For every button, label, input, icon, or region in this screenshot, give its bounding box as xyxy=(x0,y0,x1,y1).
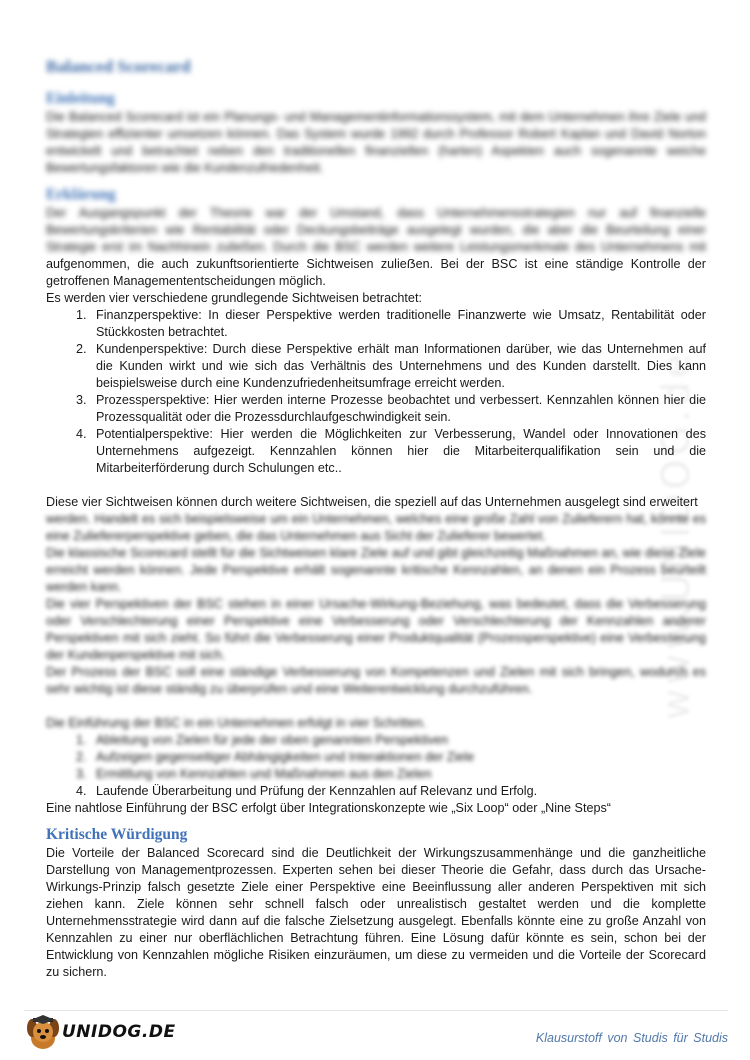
erklaerung-paragraph-6: Der Prozess der BSC soll eine ständige Verbesserung von Kompetenzen und Zielen mit sich bringen, wodurch es sehr wichtig ist diese ständig zu überprüfen und eine Weiterentwicklung durchzuführen. xyxy=(46,665,706,696)
list-item: 2. Aufzeigen gegenseitiger Abhängigkeiten und Interaktionen der Ziele xyxy=(90,749,706,766)
erklaerung-p1-blurred: Der Ausgangspunkt der Theorie war der Umstand, dass Unternehmensstrategien nur auf finanzielle Bewertungskriterien wie Rentabilität oder Deckungsbeiträge ausgelegt wurden, die aber die Beurteilung einer Strategie erst im Nachhinein zuließen. Durch die BSC werden weitere Leistungsmerkmale des Unternehmens mit xyxy=(46,206,706,254)
erklaerung-paragraph-8: Eine nahtlose Einführung der BSC erfolgt über Integrationskonzepte wie „Six Loop“ oder „Nine Steps“ xyxy=(46,801,611,815)
list-item: 1. Ableitung von Zielen für jede der oben genannten Perspektiven xyxy=(90,732,706,749)
erklaerung-paragraph-7: Die Einführung der BSC in ein Unternehmen erfolgt in vier Schritten. xyxy=(46,716,427,730)
watermark: www.UNIDOG.de xyxy=(654,350,698,720)
footer-divider xyxy=(24,1010,728,1011)
document-title: Balanced Scorecard xyxy=(46,57,191,76)
erklaerung-paragraph-2: Es werden vier verschiedene grundlegende Sichtweisen betrachtet: xyxy=(46,291,422,305)
list-item: 4. Potentialperspektive: Hier werden die Möglichkeiten zur Verbesserung, Wandel oder Innovationen des Unternehmens aufgezeigt. Kennzahlen können hier die Mitarbeiterqualifikation sein und die Mitarbeiterförderung durch Schulungen etc.. xyxy=(90,426,706,477)
section-heading-kritik: Kritische Würdigung xyxy=(46,826,188,843)
erklaerung-paragraph-5: Die vier Perspektiven der BSC stehen in einer Ursache-Wirkung-Beziehung, was bedeutet, dass die Verbesserung oder Verschlechterung einer Perspektive eine Verbesserung oder Verschlechterung der Kennzahlen anderer Perspektiven mit sich zieht. So führt die Verbesserung einer Produktqualität (Prozessperspektive) eine Verbesserung der Kundenperspektive mit sich. xyxy=(46,597,706,662)
list-item: 3. Prozessperspektive: Hier werden interne Prozesse beobachtet und verbessert. Kennzahlen können hier die Prozessqualität oder die Prozessdurchlaufgeschwindigkeit sein. xyxy=(90,392,706,426)
section-heading-einleitung: Einleitung xyxy=(46,90,115,107)
list-item: 3. Ermittlung von Kennzahlen und Maßnahmen aus den Zielen xyxy=(90,766,706,783)
document-body xyxy=(46,58,706,981)
list-item: 2. Kundenperspektive: Durch diese Perspektive erhält man Informationen darüber, wie das Unternehmen auf die Kunden wirkt und wie sich das Verhältnis des Unternehmens und des Kunden darstellt. Dies kann beispielsweise durch eine Kundenzufriedenheitsumfrage erreicht werden. xyxy=(90,341,706,392)
erklaerung-paragraph-3-blurred: werden. Handelt es sich beispielsweise um ein Unternehmen, welches eine große Zahl von Zulieferern hat, könnte es eine Zuliefererperspektive geben, die das Unternehmen aus Sicht der Zulieferer bewertet. xyxy=(46,512,706,543)
list-item: 4. Laufende Überarbeitung und Prüfung der Kennzahlen auf Relevanz und Erfolg. xyxy=(90,783,706,800)
unidog-logo[interactable] xyxy=(24,1012,204,1052)
logo-text: UNIDOG.DE xyxy=(62,1022,176,1042)
erklaerung-paragraph-1 xyxy=(46,205,706,290)
section-heading-erklaerung: Erklärung xyxy=(46,186,116,203)
steps-list xyxy=(46,732,706,800)
dog-icon xyxy=(24,1012,62,1052)
footer-tagline: Klausurstoff von Studis für Studis xyxy=(535,1031,728,1045)
erklaerung-paragraph-3-visible: Diese vier Sichtweisen können durch weitere Sichtweisen, die speziell auf das Unternehmen ausgelegt sind erweitert xyxy=(46,495,698,509)
list-item: 1. Finanzperspektive: In dieser Perspektive werden traditionelle Finanzwerte wie Umsatz, Rentabilität oder Stückkosten betrachtet. xyxy=(90,307,706,341)
einleitung-text: Die Balanced Scorecard ist ein Planungs- und Managementinformationssystem, mit dem Unternehmen ihre Ziele und Strategien effizienter umsetzen können. Das System wurde 1992 durch Professor Robert Kaplan und David Norton entwickelt und betrachtet neben den traditionellen finanziellen (harten) Aspekten auch sogenannte weiche Bewertungsfaktoren wie die Kundenzufriedenheit. xyxy=(46,110,706,175)
perspectives-list xyxy=(46,307,706,477)
erklaerung-paragraph-4: Die klassische Scorecard stellt für die Sichtweisen klare Ziele auf und gibt gleichzeitig Maßnahmen an, wie diese Ziele erreicht werden können. Jede Perspektive erhält sogenannte kritische Kennzahlen, an denen ein Prozess beurteilt werden kann. xyxy=(46,546,706,594)
kritik-text: Die Vorteile der Balanced Scorecard sind die Deutlichkeit der Wirkungszusammenhänge und die ganzheitliche Darstellung von Managementprozessen. Experten sehen bei dieser Theorie die Gefahr, dass durch das Ursache-Wirkungs-Prinzip falsch gesetzte Ziele einer Perspektive eine Beeinflussung aller anderen Perspektiven mit sich ziehen kann. Ziele können sehr schnell falsch oder unrealistisch gestaltet werden und die komplette Unternehmensstrategie wird dann auf die falsche Zielsetzung ausgelegt. Ebenfalls könnte eine zu große Anzahl von Kennzahlen zu einer nur oberflächlichen Betrachtung führen. Eine Lösung dafür könnte es sein, schon bei der Entwicklung von Kennzahlen mögliche Risiken einzuräumen, um diese zu vermeiden und die Vorteile der Scorecard zu sichern. xyxy=(46,846,706,979)
erklaerung-p1-visible: aufgenommen, die auch zukunftsorientierte Sichtweisen zulieẞen. Bei der BSC ist eine ständige Kontrolle der getroffenen Managemententscheidungen möglich. xyxy=(46,257,706,288)
